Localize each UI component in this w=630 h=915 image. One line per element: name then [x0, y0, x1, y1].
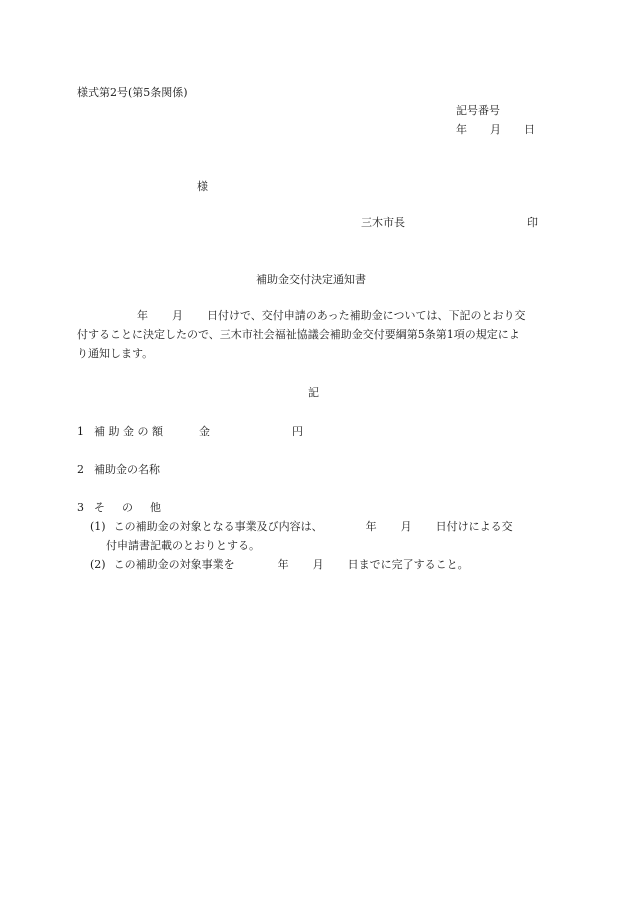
item-3-no: の [122, 501, 133, 514]
sub-2-year: 年 [277, 558, 289, 571]
sub-1-year: 年 [365, 520, 377, 533]
sub-2-text-a: この補助金の対象事業を [113, 558, 235, 571]
date-day: 日 [524, 123, 535, 136]
sub-2-number: (2) [90, 558, 106, 571]
body-text-1: 日付けで、交付申請のあった補助金については、下記のとおり交 [207, 309, 526, 322]
item-3-so: そ [94, 501, 105, 514]
header-date [456, 123, 535, 137]
body-month: 月 [172, 309, 183, 322]
item-1-en: 円 [292, 425, 303, 438]
date-month: 月 [490, 123, 501, 136]
ki-heading: 記 [308, 386, 319, 399]
item-3-ta: 他 [150, 501, 161, 514]
sub-1-text-b: 日付けによる交 [435, 520, 513, 533]
item-1 [77, 425, 303, 439]
sender-mayor: 三木市長 [361, 216, 405, 229]
seal-mark: 印 [527, 216, 538, 229]
document-title: 補助金交付決定通知書 [256, 273, 366, 286]
item-2-number: 2 [77, 463, 84, 476]
item-2 [77, 463, 160, 477]
recipient-honorific: 様 [197, 180, 208, 193]
sub-item-2 [90, 558, 469, 572]
form-label: 様式第2号(第5条関係) [77, 86, 188, 99]
sub-item-1 [90, 520, 513, 534]
body-line-1 [137, 309, 525, 323]
sub-2-month: 月 [312, 558, 324, 571]
item-1-number: 1 [77, 425, 84, 438]
body-year: 年 [137, 309, 148, 322]
body-line-2: 付することに決定したので、三木市社会福祉協議会補助金交付要綱第5条第1項の規定によ [77, 328, 520, 341]
code-number: 記号番号 [456, 104, 500, 117]
date-year: 年 [456, 123, 467, 136]
sub-1-text-a: この補助金の対象となる事業及び内容は、 [113, 520, 323, 533]
item-3 [77, 501, 161, 515]
sub-item-1-cont: 付申請書記載のとおりとする。 [106, 539, 260, 552]
item-2-label: 補助金の名称 [94, 463, 160, 476]
item-1-label: 補 助 金 の 額 [94, 425, 163, 438]
sub-1-month: 月 [400, 520, 412, 533]
sub-2-text-b: 日までに完了すること。 [347, 558, 469, 571]
sub-1-number: (1) [90, 520, 106, 533]
body-line-3: り通知します。 [77, 347, 154, 360]
item-1-kin: 金 [199, 425, 210, 438]
item-3-number: 3 [77, 501, 84, 514]
